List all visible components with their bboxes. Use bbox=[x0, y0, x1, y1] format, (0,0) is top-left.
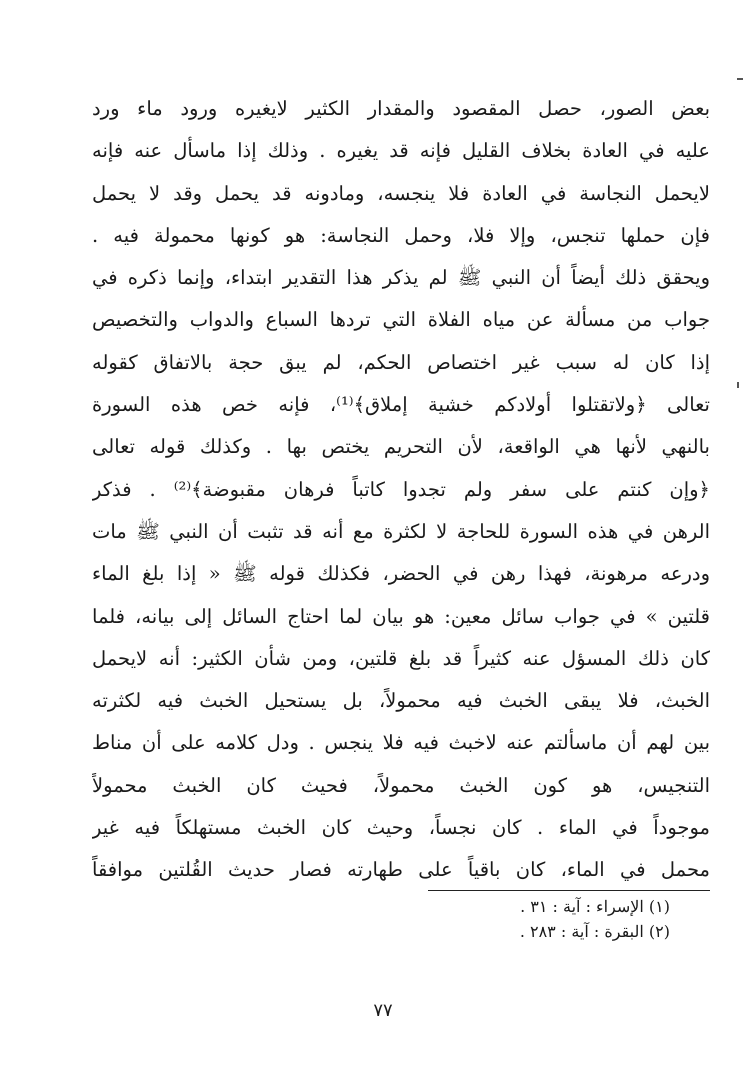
margin-mark bbox=[737, 78, 743, 80]
text-line: قلتين » في جواب سائل معين: هو بيان لما احتاج السائل إلى بيانه، فلما bbox=[92, 604, 710, 628]
text-line: بين لهم أن ماسألتم عنه لاخبث فيه فلا ينجس . ودل كلامه على أن مناط bbox=[92, 731, 710, 755]
text-line: إذا كان له سبب غير اختصاص الحكم، لم يبق حجة بالاتفاق كقوله bbox=[92, 350, 710, 374]
text-line: فإن حملها تنجس، وإلا فلا، وحمل النجاسة: هو كونها محمولة فيه . bbox=[92, 223, 710, 247]
text-line: التنجيس، هو كون الخبث محمولاً، فحيث كان الخبث محمولاً bbox=[92, 773, 710, 797]
text-line: تعالى ﴿ولاتقتلوا أولادكم خشية إملاق﴾⁽¹⁾، فإنه خص هذه السورة bbox=[92, 393, 710, 417]
text-line: ودرعه مرهونة، فهذا رهن في الحضر، فكذلك قوله ﷺ « إذا بلغ الماء bbox=[92, 562, 710, 586]
text-line: كان ذلك المسؤل عنه كثيراً قد بلغ قلتين، ومن شأن الكثير: أنه لايحمل bbox=[92, 646, 710, 670]
text-line: موجوداً في الماء . كان نجساً، وحيث كان الخبث مستهلكاً فيه غير bbox=[92, 816, 710, 840]
text-line: لايحمل النجاسة في العادة فلا ينجسه، ومادونه قد يحمل وقد لا يحمل bbox=[92, 181, 710, 205]
text-line: الخبث، فلا يبقى الخبث فيه محمولاً، بل يستحيل الخبث فيه لكثرته bbox=[92, 689, 710, 713]
text-line: عليه في العادة بخلاف القليل فإنه قد يغيره . وذلك إذا ماسأل عنه فإنه bbox=[92, 139, 710, 163]
text-line: بعض الصور، حصل المقصود والمقدار الكثير لايغيره ورود ماء ورد bbox=[92, 97, 710, 120]
text-line: ﴿وإن كنتم على سفر ولم تجدوا كاتباً فرهان مقبوضة﴾⁽²⁾ . فذكر bbox=[92, 477, 710, 501]
text-line: ويحقق ذلك أيضاً أن النبي ﷺ لم يذكر هذا التقدير ابتداء، وإنما ذكره في bbox=[92, 266, 710, 290]
margin-mark bbox=[737, 382, 739, 388]
text-line: الرهن في هذه السورة للحاجة لا لكثرة مع أنه قد تثبت أن النبي ﷺ مات bbox=[92, 519, 710, 543]
footnote-divider bbox=[428, 890, 710, 891]
body-text bbox=[92, 88, 710, 892]
footnote-1: (١) الإسراء : آية : ٣١ . bbox=[520, 897, 670, 916]
footnotes bbox=[400, 894, 670, 944]
footnote-2: (٢) البقرة : آية : ٢٨٣ . bbox=[519, 922, 670, 941]
page-number: ٧٧ bbox=[373, 1000, 393, 1021]
text-line: محمل في الماء، كان باقياً على طهارته فصار حديث القُلتين موافقاً bbox=[92, 858, 710, 882]
text-line: بالنهي لأنها هي الواقعة، لأن التحريم يختص بها . وكذلك قوله تعالى bbox=[92, 435, 710, 459]
text-line: جواب من مسألة عن مياه الفلاة التي تردها السباع والدواب والتخصيص bbox=[92, 308, 710, 332]
